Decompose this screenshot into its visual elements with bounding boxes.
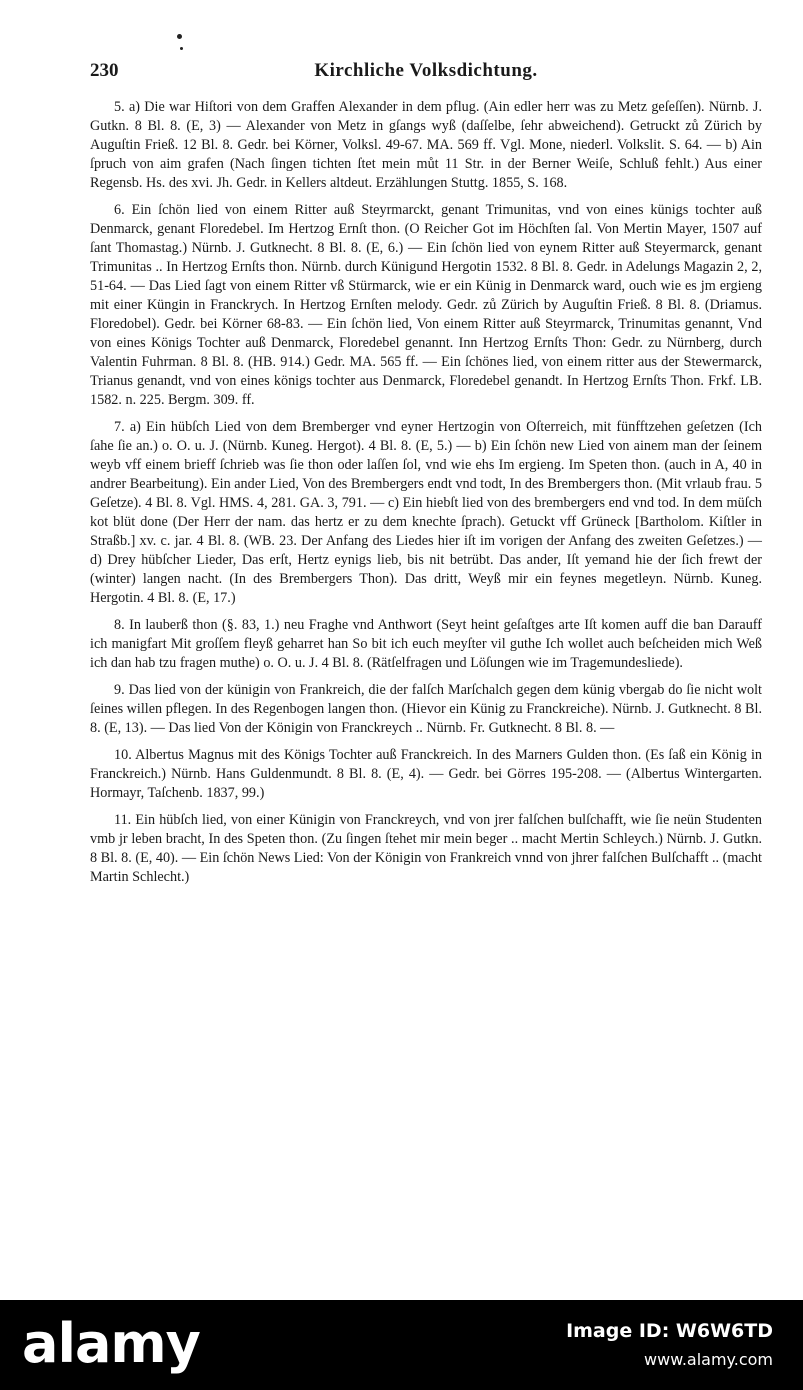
entry-9: 9. Das lied von der künigin von Frankreich, die der falſch Marſchalch gegen dem künig vbergab do ſie nicht wolt ſeines willen pflegen. In des Regenbogen langen thon. (Hievor ein Künig zu Franckreiche). Nürnb. J. Gutknecht. 8 Bl. 8. (E, 13). — Das lied Von der Königin von Franckreych .. Nürnb. Fr. Gutknecht. 8 Bl. 8. — — [90, 682, 762, 736]
page-number: 230 — [90, 60, 119, 81]
entry-6: 6. Ein ſchön lied von einem Ritter auß Steyrmarckt, genant Trimunitas, vnd von eines künigs tochter auß Denmarck, genant Floredebel. Im Hertzog Ernſt thon. (O Reicher Got im Höchſten ſal. Von Mertin Mayer, 1507 auf ſant Thomastag.) Nürnb. J. Gutknecht. 8 Bl. 8. (E, 6.) — Ein ſchön lied von eynem Ritter auß Steyermarck, genant Trimunitas .. In Hertzog Ernſts thon. Nürnb. durch Künigund Hergotin 1532. 8 Bl. 8. Gedr. in Adelungs Magazin 2, 2, 51-64. — Das Lied ſagt von einem Ritter vß Stürmarck, wie er ein Künig in Denmarck ward, ouch wie es jm ergieng mit einer Küngin in Franckrych. In Hertzog Ernſten melody. Gedr. zů Zürich by Auguſtin Frieß. 8 Bl. 8. (Driamus. Floredobel). Gedr. bei Körner 68-83. — Ein ſchön lied, Von einem Ritter auß Steyrmarck, Trinumitas genannt, Vnd von eines Königs Tochter auß Denmarck, Floredebel genannt. Inn Hertzog Ernſts Thon: Gedr. zu Nürnberg, durch Valentin Fuhrman. 8 Bl. 8. (HB. 914.) Gedr. MA. 565 ff. — Ein ſchönes lied, von einem ritter aus der Stewermarck, Trianus genandt, vnd von eines königs tochter aus Denmarck, Floredebel genandt. In Hertzog Ernſts Thon. Frkf. LB. 1582. n. 225. Bergm. 309. ff. — [90, 202, 762, 408]
running-head: Kirchliche Volksdichtung. — [314, 60, 538, 81]
speck-mark — [177, 34, 182, 39]
entry-7: 7. a) Ein hübſch Lied von dem Bremberger vnd eyner Hertzogin von Oſterreich, mit fünfftzehen geſetzen (Ich ſahe ſie an.) o. O. u. J. (Nürnb. Kuneg. Hergot). 4 Bl. 8. (E, 5.) — b) Ein ſchön new Lied von ainem man der ſeinem weyb vff einem brieff ſchrieb was ſie thon oder laſſen ſol, vnd wie ehs Im ergieng. Im Speten thon. (auch in A, 40 in andrer Bearbeitung). Ein ander Lied, Von des Brembergers endt vnd todt, In des Brembergers thon. (Mit vrlaub frau. 5 Geſetze). 4 Bl. 8. Vgl. HMS. 4, 281. GA. 3, 791. — c) Ein hiebſt lied von des brembergers end vnd tod. In dem müſch kot blüt done (Der Herr der nam. das hertz er zu dem knechte ſprach). Getuckt vff Grüneck [Bartholom. Kiſtler in Straßb.] xv. c. jar. 4 Bl. 8. (WB. 23. Der Anfang des Liedes hier iſt im vorigen der Anfang des zweiten Geſetzes.) — d) Drey hübſcher Lieder, Das erſt, Hertz eynigs lieb, bis nit betrübt. Das ander, Iſt yemand hie der ſich frewt der (winter) langen nacht. (In des Brembergers Thon). Das dritt, Weyß mir ein feynes megetleyn. Nürnb. Kuneg. Hergotin. 4 Bl. 8. (E, 17.) — [90, 419, 762, 606]
page-header — [90, 60, 762, 90]
site-url: www.alamy.com — [644, 1350, 773, 1369]
entry-11: 11. Ein hübſch lied, von einer Künigin von Franckreych, vnd von jrer falſchen bulſchafft, wie ſie neün Studenten vmb jr leben bracht, In des Speten thon. (Zu ſingen ſtehet mir mein beger .. macht Mertin Schleych.) Nürnb. J. Gutkn. 8 Bl. 8. (E, 40). — Ein ſchön News Lied: Von der Königin von Frankreich vnnd von jhrer falſchen Bulſchafft .. (macht Martin Schlecht.) — [90, 812, 762, 885]
entry-8: 8. In lauberß thon (§. 83, 1.) neu Fraghe vnd Anthwort (Seyt heint geſaſtges arte Iſt komen auff die ban Darauff ich manigfart Mit groſſem fleyß geharret han So bit ich euch meyſter vil guthe Ich wollet auch beſcheiden mich Weß ich dan hab tzu fragen muthe) o. O. u. J. 4 Bl. 8. (Rätſelfragen und Löſungen wie im Tragemundesliede). — [90, 617, 762, 671]
entry-5: 5. a) Die war Hiſtori von dem Graffen Alexander in dem pflug. (Ain edler herr was zu Metz geſeſſen). Nürnb. J. Gutkn. 8 Bl. 8. (E, 3) — Alexander von Metz in gſangs wyß (daſſelbe, ſehr abweichend). Getruckt zů Zürich by Auguſtin Frieß. 12 Bl. 8. Gedr. bei Körner, Volksl. 49-67. MA. 569 ff. Vgl. Mone, niederl. Volkslit. S. 64. — b) Ain ſpruch von aim grafen (Nach ſingen tichten ſtet mein můt 11 Str. in der Berner Weiſe, Schluß fehlt.) Aus einer Regensb. Hs. des xvi. Jh. Gedr. in Kellers altdeut. Erzählungen Stuttg. 1855, S. 168. — [90, 99, 762, 191]
watermark-banner — [0, 1300, 803, 1390]
page-body — [90, 98, 762, 895]
alamy-logo: alamy — [22, 1312, 200, 1375]
entry-10: 10. Albertus Magnus mit des Königs Tochter auß Franckreich. In des Marners Gulden thon. (Es ſaß ein König in Franckreich.) Nürnb. Hans Guldenmundt. 8 Bl. 8. (E, 4). — Gedr. bei Görres 195-208. — (Albertus Wintergarten. Hormayr, Taſchenb. 1837, 99.) — [90, 747, 762, 801]
image-id: Image ID: W6W6TD — [566, 1320, 773, 1342]
speck-mark — [180, 47, 183, 50]
